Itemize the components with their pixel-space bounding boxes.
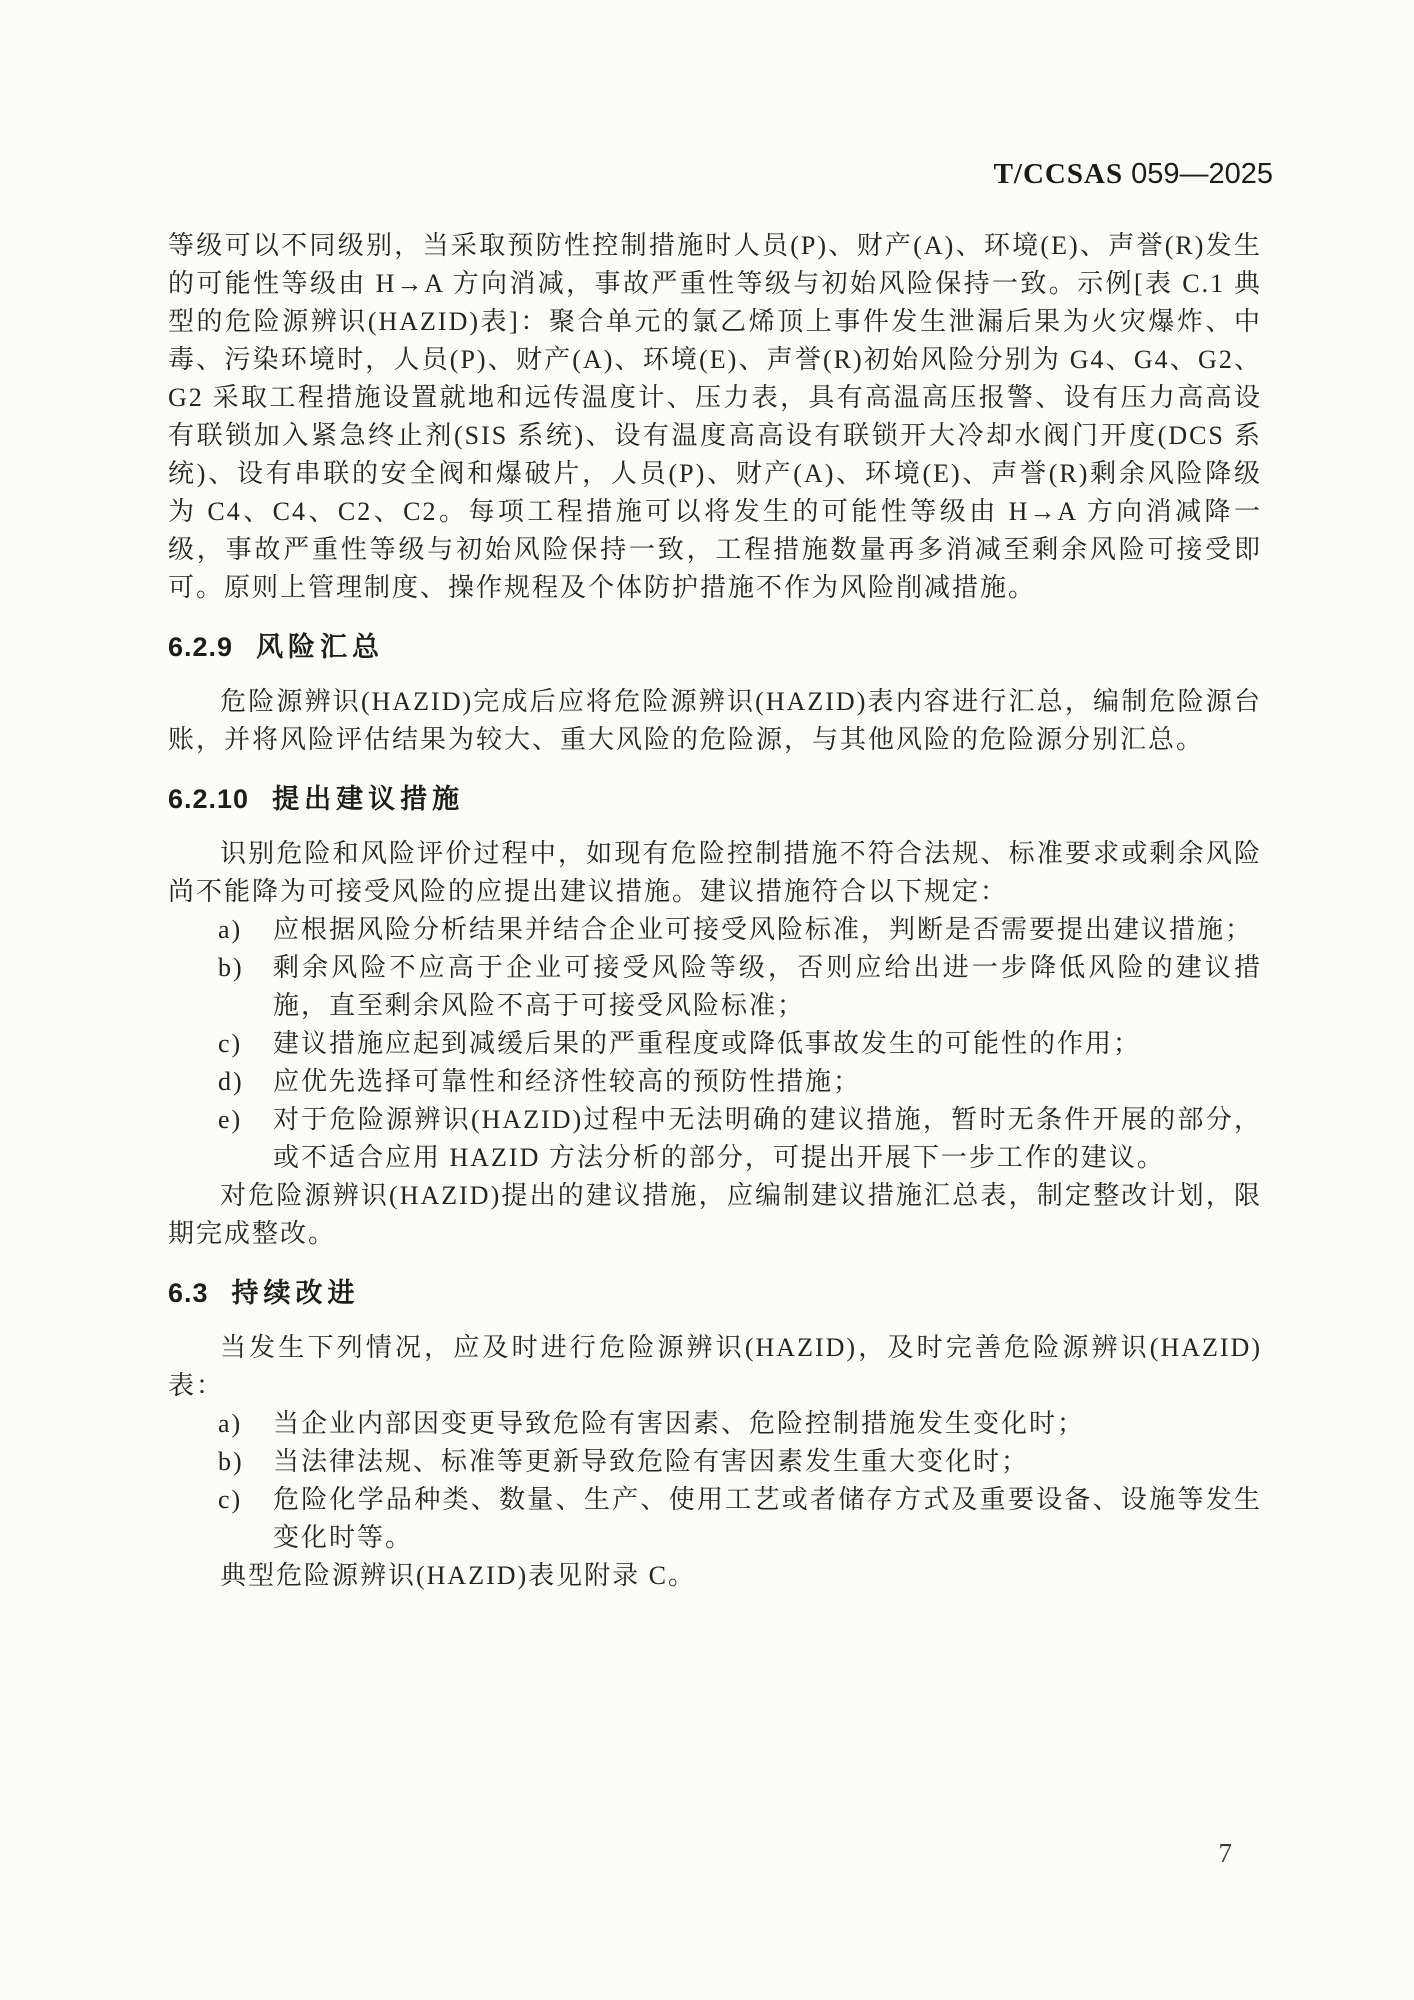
paragraph-continuous-improvement-intro: 当发生下列情况，应及时进行危险源辨识(HAZID)，及时完善危险源辨识(HAZID)表： xyxy=(168,1333,1262,1400)
paragraph-appendix-reference: 典型危险源辨识(HAZID)表见附录 C。 xyxy=(220,1561,697,1590)
list-item-marker: c) xyxy=(218,1029,243,1058)
list-item-marker: e) xyxy=(218,1105,243,1134)
improvement-triggers-list xyxy=(168,1405,1262,1557)
page-number: 7 xyxy=(1218,1838,1232,1868)
standard-code: T/CCSAS xyxy=(993,158,1124,190)
list-item-marker: b) xyxy=(218,953,244,982)
list-item xyxy=(168,1063,1262,1101)
document-body xyxy=(168,227,1262,1595)
list-item-text: 建议措施应起到减缓后果的严重程度或降低事故发生的可能性的作用； xyxy=(273,1029,1142,1058)
list-item-text: 危险化学品种类、数量、生产、使用工艺或者储存方式及重要设备、设施等发生变化时等。 xyxy=(273,1485,1262,1552)
paragraph-risk-summary: 危险源辨识(HAZID)完成后应将危险源辨识(HAZID)表内容进行汇总，编制危险源台账，并将风险评估结果为较大、重大风险的危险源，与其他风险的危险源分别汇总。 xyxy=(168,687,1262,754)
list-item xyxy=(168,911,1262,949)
standard-number: 059—2025 xyxy=(1131,158,1273,190)
list-item-text: 当法律法规、标准等更新导致危险有害因素发生重大变化时； xyxy=(273,1447,1030,1476)
heading-6-2-9 xyxy=(168,628,1262,666)
clause-title: 持续改进 xyxy=(231,1278,360,1308)
clause-number: 6.2.10 xyxy=(168,784,250,814)
list-item-marker: a) xyxy=(218,1409,243,1438)
clause-number: 6.3 xyxy=(168,1278,209,1308)
clause-number: 6.2.9 xyxy=(168,632,234,662)
page-header xyxy=(168,0,1273,190)
clause-title: 风险汇总 xyxy=(256,632,385,662)
list-item xyxy=(168,1481,1262,1557)
list-item-marker: a) xyxy=(218,915,243,944)
list-item xyxy=(168,1405,1262,1443)
list-item-text: 当企业内部因变更导致危险有害因素、危险控制措施发生变化时； xyxy=(273,1409,1086,1438)
list-item-marker: c) xyxy=(218,1485,243,1514)
list-item-text: 对于危险源辨识(HAZID)过程中无法明确的建议措施，暂时无条件开展的部分，或不适合应用 HAZID 方法分析的部分，可提出开展下一步工作的建议。 xyxy=(273,1105,1262,1172)
list-item-marker: d) xyxy=(218,1067,244,1096)
list-item-text: 应根据风险分析结果并结合企业可接受风险标准，判断是否需要提出建议措施； xyxy=(273,915,1254,944)
paragraph-recommendations-closing: 对危险源辨识(HAZID)提出的建议措施，应编制建议措施汇总表，制定整改计划，限期完成整改。 xyxy=(168,1181,1262,1248)
list-item xyxy=(168,1101,1262,1177)
paragraph-recommendations-intro: 识别危险和风险评价过程中，如现有危险控制措施不符合法规、标准要求或剩余风险尚不能降为可接受风险的应提出建议措施。建议措施符合以下规定： xyxy=(168,839,1262,906)
heading-6-3 xyxy=(168,1274,1262,1312)
list-item xyxy=(168,1443,1262,1481)
list-item xyxy=(168,1025,1262,1063)
heading-6-2-10 xyxy=(168,780,1262,818)
recommendations-list xyxy=(168,911,1262,1177)
paragraph-risk-grading-continuation: 等级可以不同级别，当采取预防性控制措施时人员(P)、财产(A)、环境(E)、声誉(R)发生的可能性等级由 H→A 方向消减，事故严重性等级与初始风险保持一致。示例[表 C.1 典型的危险源辨识(HAZID)表]：聚合单元的氯乙烯顶上事件发生泄漏后果为火灾爆炸、中毒、污染环境时，人员(P)、财产(A)、环境(E)、声誉(R)初始风险分别为 G4、G4、G2、G2 采取工程措施设置就地和远传温度计、压力表，具有高温高压报警、设有压力高高设有联锁加入紧急终止剂(SIS 系统)、设有温度高高设有联锁开大冷却水阀门开度(DCS 系统)、设有串联的安全阀和爆破片，人员(P)、财产(A)、环境(E)、声誉(R)剩余风险降级为 C4、C4、C2、C2。每项工程措施可以将发生的可能性等级由 H→A 方向消减降一级，事故严重性等级与初始风险保持一致，工程措施数量再多消减至剩余风险可接受即可。原则上管理制度、操作规程及个体防护措施不作为风险削减措施。 xyxy=(168,231,1262,602)
list-item-text: 剩余风险不应高于企业可接受风险等级，否则应给出进一步降低风险的建议措施，直至剩余风险不高于可接受风险标准； xyxy=(273,953,1262,1020)
list-item-text: 应优先选择可靠性和经济性较高的预防性措施； xyxy=(273,1067,862,1096)
list-item xyxy=(168,949,1262,1025)
list-item-marker: b) xyxy=(218,1447,244,1476)
clause-title: 提出建议措施 xyxy=(272,784,465,814)
